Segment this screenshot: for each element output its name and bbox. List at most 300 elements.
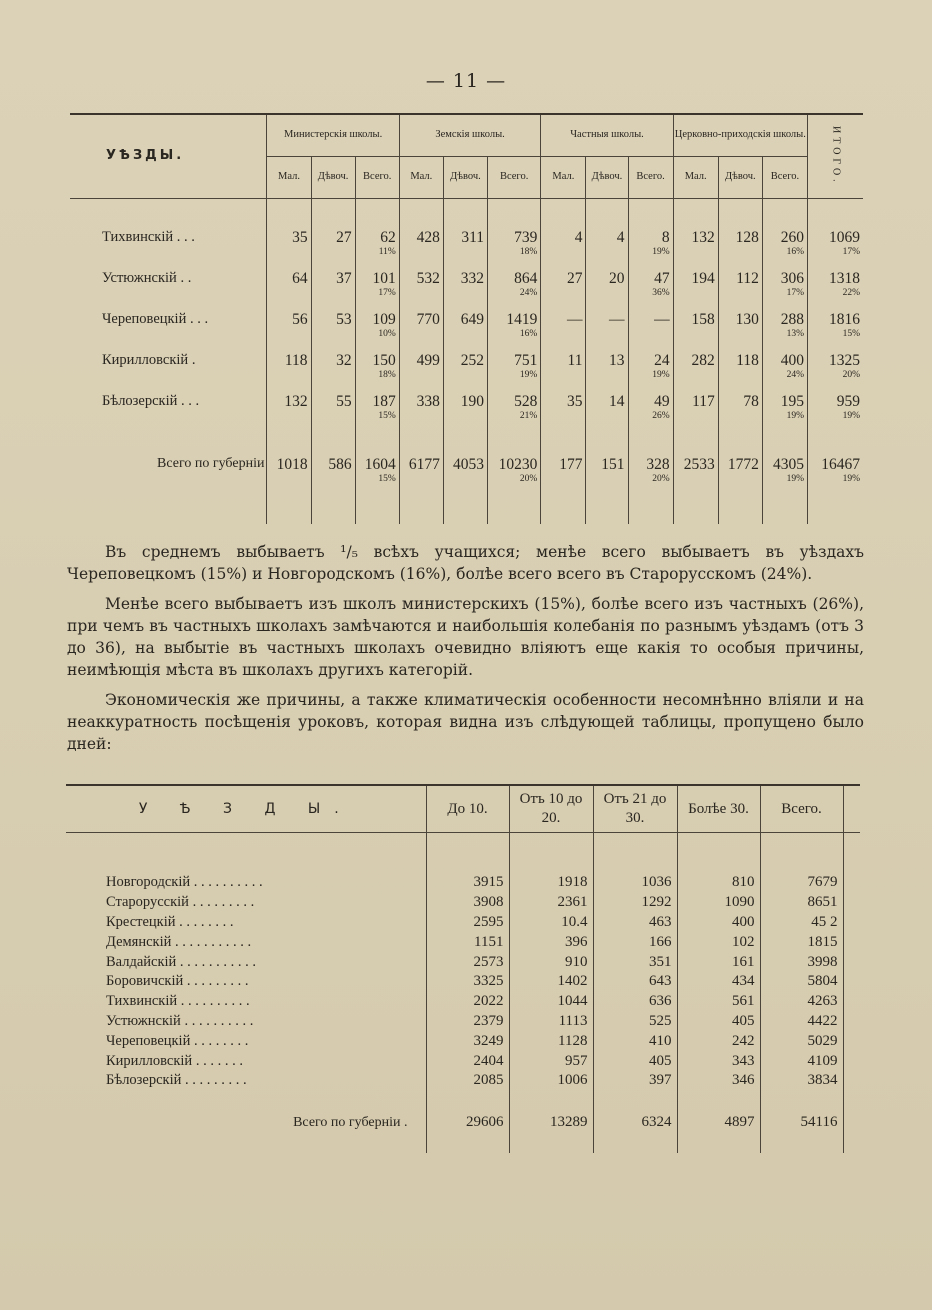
spacer-cell <box>355 198 399 229</box>
value-cell <box>628 311 673 352</box>
value-cell: 1292 <box>593 893 677 913</box>
value-cell: 3249 <box>426 1031 509 1051</box>
uezd-name: Крестецкій . . . . . . . . <box>106 913 234 930</box>
value-cell <box>355 352 399 393</box>
subheader-cell: Всего. <box>355 156 399 198</box>
value-cell <box>488 393 541 434</box>
cell-value: 109 <box>372 310 396 328</box>
total-cell <box>628 456 673 496</box>
value-cell: 2595 <box>426 913 509 933</box>
group-header-parish: Церковно-приходскія школы. <box>673 114 807 156</box>
value-cell <box>808 229 864 270</box>
table-row <box>70 393 863 434</box>
table-row <box>66 1051 860 1071</box>
value-cell <box>586 311 628 352</box>
cell-value: 190 <box>460 392 484 410</box>
cell-percent: 13% <box>786 328 804 339</box>
value-cell <box>808 270 864 311</box>
total-cell: 6324 <box>593 1107 677 1139</box>
spacer-cell <box>541 496 586 524</box>
cell-value: 532 <box>416 269 440 287</box>
value-cell <box>541 393 586 434</box>
uezd-name: Бѣлозерскій . . . . . . . . . <box>106 1072 247 1089</box>
value-cell: 2573 <box>426 952 509 972</box>
spacer-cell <box>843 1139 860 1153</box>
text-block <box>67 541 864 755</box>
edge-cell <box>843 1107 860 1139</box>
cell-value: 739 <box>514 228 538 246</box>
uezdy-header: УѢЗДЫ. <box>106 148 185 164</box>
value-cell <box>808 393 864 434</box>
subheader-cell: Всего. <box>762 156 807 198</box>
value-cell <box>628 352 673 393</box>
value-cell <box>355 229 399 270</box>
total-cell <box>586 456 628 496</box>
value-cell <box>311 229 355 270</box>
spacer-cell <box>673 434 718 456</box>
value-cell <box>673 393 718 434</box>
value-cell <box>586 393 628 434</box>
value-cell <box>808 311 864 352</box>
spacer-cell <box>718 434 762 456</box>
total-cell: 54116 <box>760 1107 843 1139</box>
value-cell: 3915 <box>426 873 509 893</box>
cell-value: 150 <box>372 351 396 369</box>
spacer-cell <box>70 496 267 524</box>
uezd-name: Устюжнскій . . <box>102 269 192 286</box>
cell-value: 35 <box>292 228 308 246</box>
edge-cell <box>843 972 860 992</box>
edge-cell <box>843 913 860 933</box>
cell-value: 332 <box>460 269 484 287</box>
cell-percent: 19% <box>842 410 860 421</box>
value-cell <box>586 229 628 270</box>
value-cell: 1918 <box>509 873 593 893</box>
spacer-cell <box>541 434 586 456</box>
spacer-cell <box>586 496 628 524</box>
cell-value: 49 <box>654 392 670 410</box>
value-cell: 1090 <box>677 893 760 913</box>
spacer-cell <box>488 198 541 229</box>
cell-value: 195 <box>780 392 804 410</box>
value-cell <box>488 352 541 393</box>
cell-value: 1325 <box>829 351 860 369</box>
spacer-cell <box>311 434 355 456</box>
value-cell <box>443 352 487 393</box>
value-cell <box>762 352 807 393</box>
cell-percent: 19% <box>842 473 860 484</box>
spacer-cell <box>443 434 487 456</box>
subheader-cell: Всего. <box>488 156 541 198</box>
value-cell <box>311 352 355 393</box>
spacer-cell <box>808 434 864 456</box>
cell-value: 47 <box>654 269 670 287</box>
cell-percent: 16% <box>519 328 538 339</box>
spacer-cell <box>267 496 311 524</box>
value-cell: 1044 <box>509 992 593 1012</box>
cell-value: 62 <box>380 228 396 246</box>
spacer-cell <box>762 496 807 524</box>
cell-value: 56 <box>292 310 308 328</box>
table-row <box>70 229 863 270</box>
itogo-header: ИТОГО. <box>808 114 864 198</box>
cell-value: 1772 <box>727 455 759 473</box>
value-cell <box>673 311 718 352</box>
subheader-cell: Мал. <box>541 156 586 198</box>
total-cell: 4897 <box>677 1107 760 1139</box>
edge-cell <box>843 873 860 893</box>
cell-value: 128 <box>735 228 759 246</box>
cell-percent: 22% <box>842 287 860 298</box>
value-cell: 400 <box>677 913 760 933</box>
value-cell <box>488 229 541 270</box>
table-row <box>66 952 860 972</box>
total-cell <box>488 456 541 496</box>
value-cell <box>808 352 864 393</box>
value-cell <box>399 393 443 434</box>
cell-percent: 17% <box>842 246 860 257</box>
cell-percent: 19% <box>652 369 670 380</box>
total-cell <box>311 456 355 496</box>
total-label: Всего по губерніи . <box>293 1115 408 1131</box>
spacer-cell <box>593 1139 677 1153</box>
value-cell <box>718 229 762 270</box>
t2-header-over30: Болѣе 30. <box>677 785 760 833</box>
spacer-cell <box>66 1139 426 1153</box>
table-row <box>66 913 860 933</box>
value-cell <box>399 270 443 311</box>
group-header-zemstvo: Земскія школы. <box>399 114 541 156</box>
cell-value: 260 <box>780 228 804 246</box>
edge-cell <box>843 932 860 952</box>
value-cell: 2404 <box>426 1051 509 1071</box>
value-cell: 3908 <box>426 893 509 913</box>
total-cell <box>541 456 586 496</box>
value-cell: 1815 <box>760 932 843 952</box>
spacer-cell <box>673 496 718 524</box>
value-cell: 7679 <box>760 873 843 893</box>
t2-header-total: Всего. <box>760 785 843 833</box>
cell-value: 499 <box>416 351 440 369</box>
spacer-cell <box>760 1139 843 1153</box>
cell-value: 151 <box>601 455 625 473</box>
cell-value: 288 <box>780 310 804 328</box>
value-cell: 2379 <box>426 1012 509 1032</box>
spacer-cell <box>443 198 487 229</box>
dropout-table <box>70 113 863 524</box>
cell-value: 16467 <box>821 455 860 473</box>
spacer-cell <box>355 434 399 456</box>
table-row <box>66 873 860 893</box>
value-cell: 463 <box>593 913 677 933</box>
value-cell: 166 <box>593 932 677 952</box>
value-cell <box>399 352 443 393</box>
cell-percent: 17% <box>378 287 396 298</box>
cell-value: 27 <box>566 269 583 287</box>
subheader-cell: Дѣвоч. <box>311 156 355 198</box>
cell-percent: 19% <box>519 369 538 380</box>
spacer-cell <box>509 1091 593 1107</box>
subheader-cell: Дѣвоч. <box>586 156 628 198</box>
value-cell: 343 <box>677 1051 760 1071</box>
total-cell <box>673 456 718 496</box>
uezd-name: Череповецкій . . . <box>102 310 209 327</box>
cell-value: 1018 <box>276 455 308 473</box>
uezd-name: Устюжнскій . . . . . . . . . . <box>106 1012 254 1029</box>
uezd-name: Кирилловскій . . . . . . . <box>106 1052 243 1069</box>
cell-value: 78 <box>743 392 759 410</box>
value-cell <box>355 270 399 311</box>
spacer-cell <box>399 434 443 456</box>
spacer-cell <box>267 434 311 456</box>
t2-header-10to20: Отъ 10 до 20. <box>509 785 593 833</box>
cell-value: 37 <box>336 269 352 287</box>
spacer-cell <box>593 833 677 874</box>
total-row <box>66 1107 860 1139</box>
spacer-cell <box>628 496 673 524</box>
uezd-name: Кирилловскій . <box>102 351 196 368</box>
t2-header-upto10: До 10. <box>426 785 509 833</box>
value-cell: 4263 <box>760 992 843 1012</box>
uezd-name: Череповецкій . . . . . . . . <box>106 1032 249 1049</box>
value-cell <box>488 270 541 311</box>
t2-header-edge <box>843 785 860 833</box>
value-cell: 636 <box>593 992 677 1012</box>
spacer-cell <box>677 833 760 874</box>
spacer-cell <box>762 198 807 229</box>
value-cell <box>311 393 355 434</box>
edge-cell <box>843 1031 860 1051</box>
cell-percent: 36% <box>652 287 670 298</box>
uezd-name: Тихвинскій . . . <box>102 228 195 245</box>
value-cell <box>443 270 487 311</box>
cell-value: — <box>654 310 670 328</box>
value-cell: 434 <box>677 972 760 992</box>
spacer-cell <box>808 198 864 229</box>
cell-value: 282 <box>691 351 715 369</box>
uezd-name: Демянскій . . . . . . . . . . . <box>106 933 252 950</box>
table-row <box>70 352 863 393</box>
spacer-cell <box>760 833 843 874</box>
spacer-cell <box>718 496 762 524</box>
cell-percent: 19% <box>652 246 670 257</box>
spacer-cell <box>488 434 541 456</box>
cell-value: 1318 <box>829 269 860 287</box>
value-cell <box>718 311 762 352</box>
value-cell <box>267 270 311 311</box>
group-header-private: Частныя школы. <box>541 114 673 156</box>
cell-value: 1816 <box>829 310 860 328</box>
value-cell <box>673 270 718 311</box>
table-row <box>70 270 863 311</box>
cell-value: 32 <box>336 351 352 369</box>
cell-value: 328 <box>646 455 670 473</box>
cell-value: 158 <box>691 310 715 328</box>
cell-value: 959 <box>836 392 860 410</box>
value-cell: 3998 <box>760 952 843 972</box>
spacer-cell <box>311 496 355 524</box>
value-cell: 351 <box>593 952 677 972</box>
value-cell <box>762 270 807 311</box>
value-cell: 45 2 <box>760 913 843 933</box>
value-cell <box>718 393 762 434</box>
spacer-cell <box>399 496 443 524</box>
cell-value: 112 <box>736 269 759 287</box>
cell-value: 1069 <box>829 228 860 246</box>
cell-value: 4 <box>574 228 583 246</box>
value-cell: 396 <box>509 932 593 952</box>
table-row <box>66 972 860 992</box>
value-cell <box>355 311 399 352</box>
edge-cell <box>843 992 860 1012</box>
spacer-cell <box>677 1139 760 1153</box>
total-cell <box>443 456 487 496</box>
subheader-cell: Дѣвоч. <box>443 156 487 198</box>
value-cell <box>311 311 355 352</box>
cell-percent: 26% <box>652 410 670 421</box>
value-cell: 2361 <box>509 893 593 913</box>
spacer-cell <box>673 198 718 229</box>
cell-percent: 11% <box>378 246 396 257</box>
value-cell: 242 <box>677 1031 760 1051</box>
total-cell <box>267 456 311 496</box>
value-cell: 810 <box>677 873 760 893</box>
value-cell: 1113 <box>509 1012 593 1032</box>
cell-value: 24 <box>654 351 670 369</box>
spacer-cell <box>509 833 593 874</box>
value-cell: 161 <box>677 952 760 972</box>
spacer-cell <box>426 833 509 874</box>
cell-value: 14 <box>609 392 625 410</box>
spacer-cell <box>628 434 673 456</box>
uezd-name: Валдайскій . . . . . . . . . . . <box>106 953 257 970</box>
cell-value: 35 <box>566 392 583 410</box>
cell-percent: 18% <box>519 246 538 257</box>
value-cell: 2085 <box>426 1071 509 1091</box>
total-cell <box>762 456 807 496</box>
spacer-cell <box>66 1091 426 1107</box>
value-cell <box>718 352 762 393</box>
value-cell <box>399 229 443 270</box>
cell-percent: 15% <box>378 473 396 484</box>
cell-percent: 20% <box>842 369 860 380</box>
spacer-cell <box>443 496 487 524</box>
spacer-cell <box>677 1091 760 1107</box>
uezd-name: Новгородскій . . . . . . . . . . <box>106 874 263 891</box>
value-cell <box>399 311 443 352</box>
value-cell <box>541 270 586 311</box>
value-cell: 4422 <box>760 1012 843 1032</box>
subheader-cell: Мал. <box>673 156 718 198</box>
spacer-cell <box>311 198 355 229</box>
value-cell <box>443 311 487 352</box>
cell-value: 8 <box>661 228 670 246</box>
cell-value: 751 <box>514 351 538 369</box>
value-cell <box>762 229 807 270</box>
value-cell <box>541 311 586 352</box>
edge-cell <box>843 1071 860 1091</box>
table-row <box>70 311 863 352</box>
spacer-cell <box>66 833 426 874</box>
group-header-ministry: Министерскія школы. <box>267 114 399 156</box>
table-row <box>66 893 860 913</box>
cell-percent: 20% <box>652 473 670 484</box>
value-cell <box>628 270 673 311</box>
spacer-cell <box>762 434 807 456</box>
cell-value: 306 <box>780 269 804 287</box>
total-row <box>70 456 863 496</box>
cell-percent: 17% <box>786 287 804 298</box>
spacer-cell <box>586 434 628 456</box>
edge-cell <box>843 1012 860 1032</box>
cell-value: 586 <box>328 455 352 473</box>
value-cell: 525 <box>593 1012 677 1032</box>
subheader-cell: Дѣвоч. <box>718 156 762 198</box>
cell-value: 1419 <box>506 310 538 328</box>
cell-value: 13 <box>609 351 625 369</box>
value-cell <box>628 229 673 270</box>
value-cell: 643 <box>593 972 677 992</box>
cell-value: 20 <box>609 269 625 287</box>
value-cell <box>443 229 487 270</box>
value-cell <box>673 352 718 393</box>
value-cell <box>718 270 762 311</box>
cell-value: 4053 <box>453 455 484 473</box>
cell-value: 252 <box>460 351 484 369</box>
cell-percent: 15% <box>378 410 396 421</box>
spacer-cell <box>488 496 541 524</box>
spacer-cell <box>843 833 860 874</box>
value-cell: 910 <box>509 952 593 972</box>
uezd-name: Старорусскій . . . . . . . . . <box>106 894 255 911</box>
cell-percent: 24% <box>519 287 538 298</box>
total-cell <box>718 456 762 496</box>
cell-value: 770 <box>416 310 440 328</box>
cell-value: 2533 <box>683 455 715 473</box>
value-cell: 1128 <box>509 1031 593 1051</box>
value-cell: 346 <box>677 1071 760 1091</box>
total-cell <box>399 456 443 496</box>
value-cell: 4109 <box>760 1051 843 1071</box>
spacer-cell <box>586 198 628 229</box>
cell-percent: 10% <box>378 328 396 339</box>
cell-value: 311 <box>461 228 484 246</box>
total-cell: 29606 <box>426 1107 509 1139</box>
paragraph-3: Экономическія же причины, а также климатическія особенности несомнѣнно вліяли и на неаккуратность посѣщенія уроковъ, которая видна изъ слѣдующей таблицы, пропущено было дней: <box>67 691 864 753</box>
cell-value: — <box>609 310 625 328</box>
value-cell <box>628 393 673 434</box>
cell-value: 1604 <box>364 455 396 473</box>
paragraph-2: Менѣе всего выбываетъ изъ школъ министерскихъ (15%), болѣе всего изъ частныхъ (26%), при чемъ въ частныхъ школахъ замѣчаются и наибольшія колебанія по разнымъ уѣздамъ (отъ 3 до 36), на выбытіе въ частныхъ школахъ очевидно вліяютъ еще какія то особыя причины, неимѣющія мѣста въ школахъ другихъ категорій. <box>67 595 864 679</box>
value-cell <box>267 229 311 270</box>
missed-days-table <box>66 784 860 1153</box>
table-row <box>66 932 860 952</box>
value-cell: 561 <box>677 992 760 1012</box>
spacer-cell <box>70 434 267 456</box>
value-cell <box>762 393 807 434</box>
spacer-cell <box>70 198 267 229</box>
t2-header-21to30: Отъ 21 до 30. <box>593 785 677 833</box>
value-cell <box>311 270 355 311</box>
page-number: — 11 — <box>425 70 507 92</box>
t2-header-uezdy: У Ѣ З Д Ы. <box>66 785 426 833</box>
value-cell: 405 <box>593 1051 677 1071</box>
cell-value: 101 <box>372 269 396 287</box>
cell-value: 53 <box>336 310 352 328</box>
spacer-cell <box>426 1091 509 1107</box>
value-cell <box>267 352 311 393</box>
subheader-cell: Мал. <box>267 156 311 198</box>
